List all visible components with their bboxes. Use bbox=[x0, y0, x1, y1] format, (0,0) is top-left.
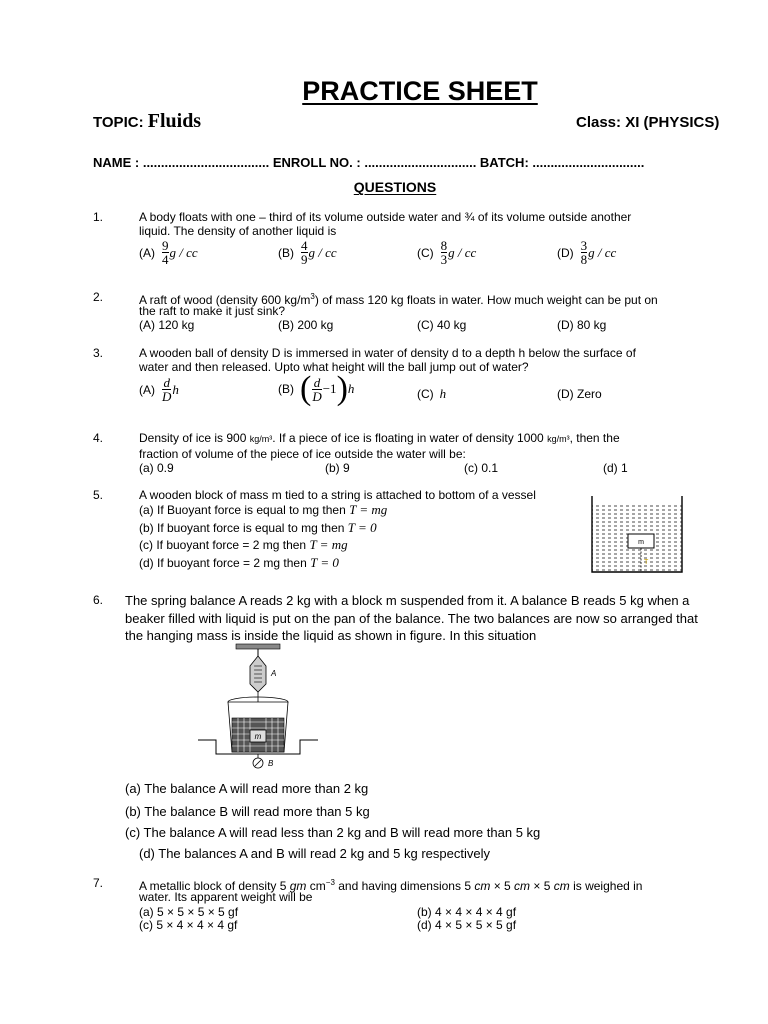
q7-option-d: (d) 4 × 5 × 5 × 5 gf bbox=[417, 918, 517, 932]
q7-option-c: (c) 5 × 4 × 4 × 4 gf bbox=[139, 918, 238, 932]
ceiling-support bbox=[236, 644, 280, 649]
questions-heading: QUESTIONS bbox=[353, 179, 437, 195]
q7-line-1: A metallic block of density 5 gm $cm^{-3}$ and having dimensions 5 cm × 5 cm × 5 cm is weighed in bbox=[139, 878, 643, 893]
q7-line-2: water. Its apparent weight will be bbox=[139, 890, 313, 904]
q4-option-a: (a) 0.9 bbox=[139, 461, 174, 475]
q1-option-a: (A) $\frac{9}{4}$ g / cc bbox=[139, 238, 198, 267]
name-enroll-batch-line: NAME : ................................... ENROLL NO. : ............................... BATCH: ............................... bbox=[93, 155, 645, 170]
q2-number: 2. bbox=[93, 290, 104, 304]
q7-number: 7. bbox=[93, 876, 104, 890]
class-label: Class: XI (PHYSICS) bbox=[576, 114, 720, 131]
q3-line-1: A wooden ball of density D is immersed in water of density d to a depth h below the surface of bbox=[139, 346, 636, 360]
q6-number: 6. bbox=[93, 593, 104, 607]
topic-heading bbox=[93, 110, 201, 133]
q5-number: 5. bbox=[93, 488, 104, 502]
q5-option-a: (a) If Buoyant force is equal to mg then T = mg bbox=[139, 502, 388, 517]
q2-option-c: (C) 40 kg bbox=[417, 318, 467, 332]
q5-vessel-figure bbox=[590, 496, 684, 574]
q4-option-d: (d) 1 bbox=[603, 461, 628, 475]
q2-option-d: (D) 80 kg bbox=[557, 318, 607, 332]
label-b: B bbox=[268, 759, 274, 768]
q3-option-a: (A) $\frac{d}{D}$ h bbox=[139, 375, 179, 404]
tension-label: T bbox=[644, 559, 649, 566]
q3-option-b: (B) ( $\frac{d}{D}$ −1 ) h bbox=[278, 370, 355, 407]
q4-option-c: (c) 0.1 bbox=[464, 461, 499, 475]
q3-option-d: (D) Zero bbox=[557, 387, 602, 401]
q5-line-1: A wooden block of mass m tied to a string is attached to bottom of a vessel bbox=[139, 488, 536, 502]
q1-option-d: (D) $\frac{3}{8}$ g / cc bbox=[557, 238, 617, 267]
q2-option-b: (B) 200 kg bbox=[278, 318, 334, 332]
q6-line-1: The spring balance A reads 2 kg with a block m suspended from it. A balance B reads 5 kg when a bbox=[125, 593, 690, 608]
topic-label: TOPIC: bbox=[93, 114, 144, 131]
q1-option-b: (B) $\frac{4}{9}$ g / cc bbox=[278, 238, 337, 267]
q1-line-1: A body floats with one – third of its volume outside water and ¾ of its volume outside another bbox=[139, 210, 632, 224]
q1-option-c: (C) $\frac{8}{3}$ g / cc bbox=[417, 238, 477, 267]
q2-line-2: the raft to make it just sink? bbox=[139, 304, 286, 318]
q3-line-2: water and then released. Upto what height will the ball jump out of water? bbox=[139, 360, 529, 374]
q3-number: 3. bbox=[93, 346, 104, 360]
q7-option-b: (b) 4 × 4 × 4 × 4 gf bbox=[417, 905, 517, 919]
label-a: A bbox=[271, 669, 277, 678]
page-title: PRACTICE SHEET bbox=[302, 76, 538, 106]
q5-option-b: (b) If buoyant force is equal to mg then T = 0 bbox=[139, 520, 377, 535]
q6-option-b: (b) The balance B will read more than 5 kg bbox=[125, 804, 370, 819]
q1-number: 1. bbox=[93, 210, 104, 224]
q3-option-c: (C) h bbox=[417, 386, 447, 401]
q6-line-3: the hanging mass is inside the liquid as shown in figure. In this situation bbox=[125, 628, 537, 643]
q5-option-c: (c) If buoyant force = 2 mg then T = mg bbox=[139, 537, 348, 552]
q6-option-d: (d) The balances A and B will read 2 kg and 5 kg respectively bbox=[139, 846, 490, 861]
q2-line-1: A raft of wood (density 600 $kg/m^3$) of mass 120 kg floats in water. How much weight can be put on bbox=[139, 292, 658, 307]
q1-line-2: liquid. The density of another liquid is bbox=[139, 224, 337, 238]
q4-line-2: fraction of volume of the piece of ice outside the water will be: bbox=[139, 447, 466, 461]
q5-option-d: (d) If buoyant force = 2 mg then T = 0 bbox=[139, 555, 339, 570]
q6-option-a: (a) The balance A will read more than 2 kg bbox=[125, 781, 369, 796]
label-m: m bbox=[254, 732, 262, 741]
q4-option-b: (b) 9 bbox=[325, 461, 350, 475]
topic-value: Fluids bbox=[147, 110, 202, 132]
q4-number: 4. bbox=[93, 431, 104, 445]
q4-line-1: Density of ice is 900 kg/m³. If a piece of ice is floating in water of density 1000 kg/m³, then the bbox=[139, 431, 620, 445]
block-label: m bbox=[638, 539, 644, 546]
q6-balance-figure bbox=[196, 642, 320, 770]
q6-option-c: (c) The balance A will read less than 2 kg and B will read more than 5 kg bbox=[125, 825, 541, 840]
q7-option-a: (a) 5 × 5 × 5 × 5 gf bbox=[139, 905, 239, 919]
q2-option-a: (A) 120 kg bbox=[139, 318, 195, 332]
q6-line-2: beaker filled with liquid is put on the pan of the balance. The two balances are now so arranged that bbox=[125, 611, 698, 626]
